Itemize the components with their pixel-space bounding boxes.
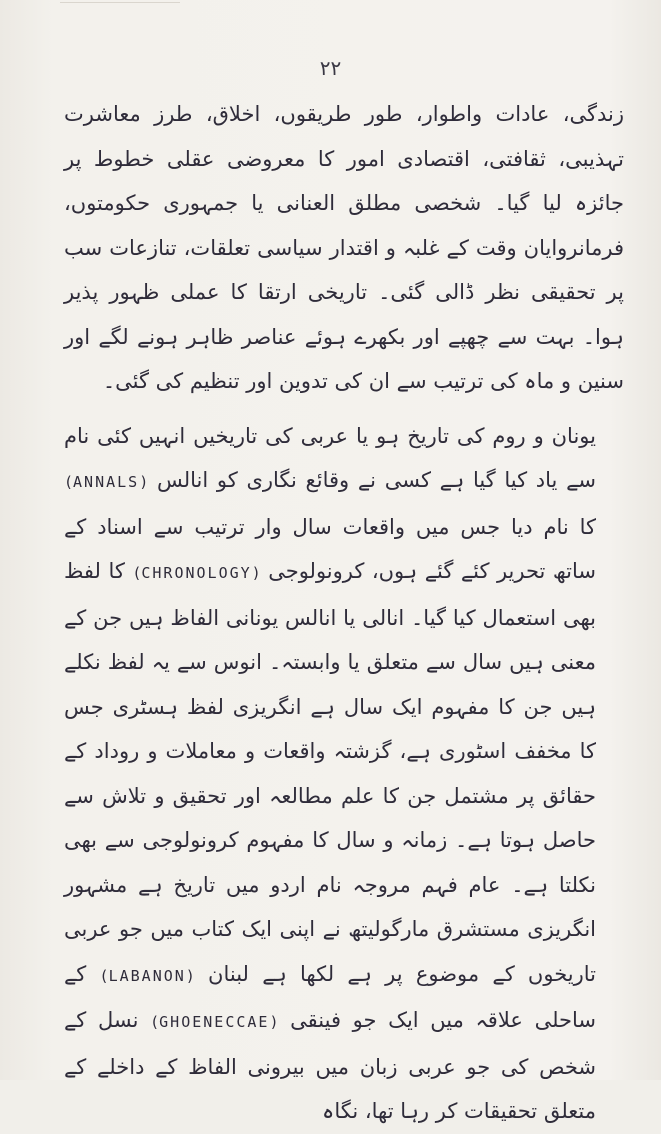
paragraph-text: کا نام دیا جس میں واقعات سال وار ترتیب سے اسناد کے ساتھ تحریر کئے گئے ہوں، کرونولوجی <box>64 514 596 583</box>
latin-term-ghoeneccae: (GHOENECCAE) <box>150 1013 279 1031</box>
paragraph-text: کا لفظ بھی استعمال کیا گیا۔ انالی یا انالس یونانی الفاظ ہیں جن کے معنی ہیں سال سے متعلق یا وابستہ۔ انوس سے یہ لفظ نکلے ہیں جن کا مفہوم ایک سال ہے انگریزی لفظ ہسٹری جس کا مخفف اسٹوری ہے، گزشتہ واقعات و معاملات و روداد کے حقائق پر مشتمل جن کا علم مطالعہ اور تحقیق و تلاش سے حاصل ہوتا ہے۔ زمانہ و سال کا مفہوم کرونولوجی سے بھی نکلتا ہے۔ عام فہم مروجہ نام اردو میں تاریخ ہے مشہور انگریزی مستشرق مارگولیتھ نے اپنی ایک کتاب میں جو عربی تاریخوں کے موضوع پر ہے لکھا ہے لبنان <box>64 559 596 986</box>
paragraph-2 <box>64 414 624 1134</box>
latin-term-chronology: (CHRONOLOGY) <box>132 564 261 582</box>
paragraph-text: یونان و روم کی تاریخ ہو یا عربی کی تاریخیں انہیں کئی نام سے یاد کیا گیا ہے کسی نے وقائع نگاری کو انالس <box>64 423 596 492</box>
paragraph-1 <box>64 92 624 404</box>
paragraph-text: کے ساحلی علاقہ میں ایک جو فینقی <box>64 961 596 1032</box>
latin-term-annals: (ANNALS) <box>64 473 149 491</box>
scan-edge-mark <box>60 2 180 7</box>
latin-term-labanon: (LABANON) <box>99 966 195 985</box>
body-text <box>64 92 624 1134</box>
paragraph-text: زندگی، عادات واطوار، طور طریقوں، اخلاق، طرز معاشرت تہذیبی، ثقافتی، اقتصادی امور کا معروضی عقلی خطوط پر جائزہ لیا گیا۔ شخصی مطلق العنانی یا جمہوری حکومتوں، فرمانروایان وقت کے غلبہ و اقتدار سیاسی تعلقات، تنازعات سب پر تحقیقی نظر ڈالی گئی۔ تاریخی ارتقا کا عملی ظہور پذیر ہوا۔ بہت سے چھپے اور بکھرے ہوئے عناصر ظاہر ہونے لگے اور سنین و ماہ کی ترتیب سے ان کی تدوین اور تنظیم کی گئی۔ <box>64 102 624 393</box>
paragraph-text: نسل کے شخص کی جو عربی زبان میں بیرونی الفاظ کے داخلے کے متعلق تحقیقات کر رہا تھا، نگاہ <box>64 1008 596 1123</box>
page-number: ۲۲ <box>319 56 342 80</box>
